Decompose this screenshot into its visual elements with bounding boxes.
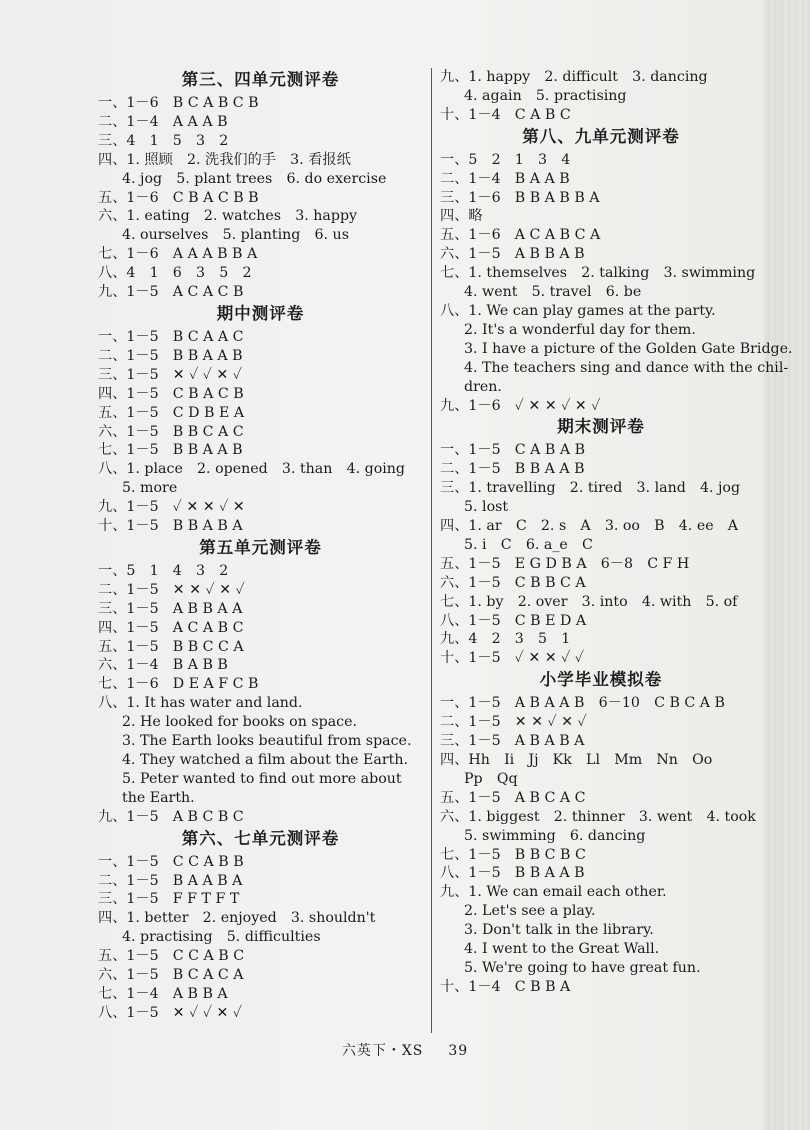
answer-line: 九、1－5 A B C B C xyxy=(98,808,244,825)
answer-section xyxy=(440,68,762,125)
answer-line: 七、1. themselves 2. talking 3. swimming xyxy=(440,265,756,282)
left-column xyxy=(98,68,423,1023)
answer-line: 2. He looked for books on space. xyxy=(122,714,358,731)
answer-section xyxy=(98,302,423,536)
answer-line: 5. lost xyxy=(464,499,509,516)
answer-line: 七、1－6 A A A B B A xyxy=(98,246,258,263)
answer-line: 一、1－6 B C A B C B xyxy=(98,95,259,111)
answer-line: 十、1－5 ✓ ✕ ✕ ✓ ✓ xyxy=(440,650,585,667)
answer-line: 六、1－5 B B C A C xyxy=(98,423,244,440)
answer-line: 五、1－5 C C A B C xyxy=(98,948,245,965)
answer-line: 二、1－5 ✕ ✕ ✓ ✕ ✓ xyxy=(98,581,245,598)
answer-line: 九、4 2 3 5 1 xyxy=(440,631,571,648)
answer-line: 六、1－5 A B B A B xyxy=(440,246,585,263)
answer-line: 六、1－5 B C A C A xyxy=(98,967,244,984)
page-footer xyxy=(0,1040,810,1060)
answer-line: 二、1－4 B A A B xyxy=(440,170,570,187)
answer-line: 九、1－5 A C A C B xyxy=(98,284,244,301)
answer-line: 九、1. happy 2. difficult 3. dancing xyxy=(440,69,708,85)
answer-line: 五、1－5 B B C C A xyxy=(98,638,244,655)
answer-line: 三、1－5 ✕ ✓ ✓ ✕ ✓ xyxy=(98,366,243,383)
answer-line: 九、1－5 ✓ ✕ ✕ ✓ ✕ xyxy=(98,499,245,516)
answer-line: 4. again 5. practising xyxy=(464,87,627,104)
page-stack-edge xyxy=(764,0,810,1130)
answer-line: 五、1－6 A C A B C A xyxy=(440,227,601,244)
answer-line: the Earth. xyxy=(122,789,195,806)
section-title: 期末测评卷 xyxy=(557,417,645,437)
answer-line: 一、1－5 B C A A C xyxy=(98,328,244,345)
answer-line: 三、1－5 A B B A A xyxy=(98,600,243,617)
answer-line: 4. They watched a film about the Earth. xyxy=(122,752,408,768)
answer-line: 三、1－5 F F T F T xyxy=(98,891,240,908)
answer-section xyxy=(98,68,423,302)
answer-line: 一、5 1 4 3 2 xyxy=(98,562,229,579)
answer-line: 四、1－5 C B A C B xyxy=(98,385,244,402)
answer-line: 4. I went to the Great Wall. xyxy=(464,941,660,958)
answer-line: 九、1. We can email each other. xyxy=(440,884,667,901)
answer-line: 二、1－4 A A A B xyxy=(98,113,228,130)
answer-line: 一、1－5 C C A B B xyxy=(98,853,244,870)
section-title: 第五单元测评卷 xyxy=(199,537,322,557)
answer-line: 3. I have a picture of the Golden Gate Bridge. xyxy=(464,340,793,357)
answer-line: 四、1－5 A C A B C xyxy=(98,619,244,636)
answer-line: 五、1－5 A B C A C xyxy=(440,789,586,806)
answer-line: 七、1－5 B B C B C xyxy=(440,846,586,863)
section-title: 小学毕业模拟卷 xyxy=(539,670,663,690)
answer-line: Pp Qq xyxy=(464,770,518,787)
answer-line: 三、1－6 B B A B B A xyxy=(440,189,600,206)
page-number: 39 xyxy=(448,1043,469,1059)
answer-line: 七、1－6 D E A F C B xyxy=(98,676,259,693)
answer-line: 九、1－6 ✓ ✕ ✕ ✓ ✕ ✓ xyxy=(440,397,601,414)
answer-line: 八、1. place 2. opened 3. than 4. going xyxy=(98,461,405,478)
answer-line: 六、1－4 B A B B xyxy=(98,657,228,674)
answer-line: 八、1. We can play games at the party. xyxy=(440,302,716,319)
answer-line: 5. We're going to have great fun. xyxy=(464,959,701,976)
answer-line: 4. ourselves 5. planting 6. us xyxy=(122,227,349,244)
answer-line: 2. Let's see a play. xyxy=(464,903,596,920)
answer-line: 十、1－5 B B A B A xyxy=(98,518,243,535)
answer-line: 八、4 1 6 3 5 2 xyxy=(98,265,252,282)
answer-line: 4. practising 5. difficulties xyxy=(122,929,321,946)
answer-line: 一、5 2 1 3 4 xyxy=(440,151,571,168)
answer-line: 2. It's a wonderful day for them. xyxy=(464,321,696,338)
answer-section xyxy=(98,827,423,1023)
answer-line: 八、1－5 ✕ ✓ ✓ ✕ ✓ xyxy=(98,1004,243,1021)
section-title: 期中测评卷 xyxy=(216,303,305,323)
answer-line: 三、1－5 A B A B A xyxy=(440,733,585,750)
answer-line: 六、1－5 C B B C A xyxy=(440,574,586,591)
answer-line: 二、1－5 B B A A B xyxy=(98,347,243,364)
answer-line: 四、1. better 2. enjoyed 3. shouldn't xyxy=(98,910,376,927)
answer-line: 十、1－4 C A B C xyxy=(440,106,571,123)
answer-line: 二、1－5 B A A B A xyxy=(98,872,243,889)
answer-line: 五、1－5 C D B E A xyxy=(98,404,245,421)
answer-line: 一、1－5 C A B A B xyxy=(440,442,586,459)
answer-line: 二、1－5 ✕ ✕ ✓ ✕ ✓ xyxy=(440,714,587,731)
answer-line: 五、1－6 C B A C B B xyxy=(98,189,259,206)
answer-line: 四、1. 照顾 2. 洗我们的手 3. 看报纸 xyxy=(98,151,351,168)
answer-line: 四、Hh Ii Jj Kk Ll Mm Nn Oo xyxy=(440,752,713,768)
answer-line: 八、1－5 B B A A B xyxy=(440,865,585,882)
answer-section xyxy=(98,536,423,827)
section-title: 第三、四单元测评卷 xyxy=(181,70,340,89)
answer-line: 4. jog 5. plant trees 6. do exercise xyxy=(122,170,387,187)
answer-line: 4. went 5. travel 6. be xyxy=(464,284,642,301)
answer-line: 5. Peter wanted to find out more about xyxy=(122,770,402,787)
answer-line: 八、1－5 C B E D A xyxy=(440,612,587,629)
answer-section xyxy=(440,668,762,997)
answer-line: 七、1－4 A B B A xyxy=(98,985,228,1002)
answer-line: 二、1－5 B B A A B xyxy=(440,461,585,478)
answer-line: 5. swimming 6. dancing xyxy=(464,827,646,844)
column-divider xyxy=(431,68,432,1033)
answer-line: 六、1. eating 2. watches 3. happy xyxy=(98,208,358,225)
answer-line: 十、1－4 C B B A xyxy=(440,978,571,995)
answer-line: 四、略 xyxy=(440,208,483,225)
book-code: 六英下・XS xyxy=(341,1043,424,1059)
answer-line: 3. The Earth looks beautiful from space. xyxy=(122,733,412,750)
section-title: 第六、七单元测评卷 xyxy=(181,828,340,848)
answer-line: 六、1. biggest 2. thinner 3. went 4. took xyxy=(440,808,756,825)
answer-section xyxy=(440,415,762,668)
answer-line: 五、1－5 E G D B A 6－8 C F H xyxy=(440,555,690,572)
answer-line: 5. i C 6. a_e C xyxy=(464,536,593,553)
answer-line: 七、1－5 B B A A B xyxy=(98,442,243,459)
answer-line: 三、1. travelling 2. tired 3. land 4. jog xyxy=(440,480,741,497)
answer-line: 一、1－5 A B A A B 6－10 C B C A B xyxy=(440,695,725,712)
answer-line: 3. Don't talk in the library. xyxy=(464,922,654,939)
answer-section xyxy=(440,125,793,416)
answer-line: 七、1. by 2. over 3. into 4. with 5. of xyxy=(440,593,738,610)
answer-line: 4. The teachers sing and dance with the chil- xyxy=(464,359,789,376)
answer-line: 三、4 1 5 3 2 xyxy=(98,132,229,149)
section-title: 第八、九单元测评卷 xyxy=(522,126,680,146)
answer-line: dren. xyxy=(464,378,502,395)
answer-line: 5. more xyxy=(122,480,178,497)
answer-line: 四、1. ar C 2. s A 3. oo B 4. ee A xyxy=(440,518,739,535)
right-column xyxy=(440,68,793,997)
answer-line: 八、1. It has water and land. xyxy=(98,695,303,712)
